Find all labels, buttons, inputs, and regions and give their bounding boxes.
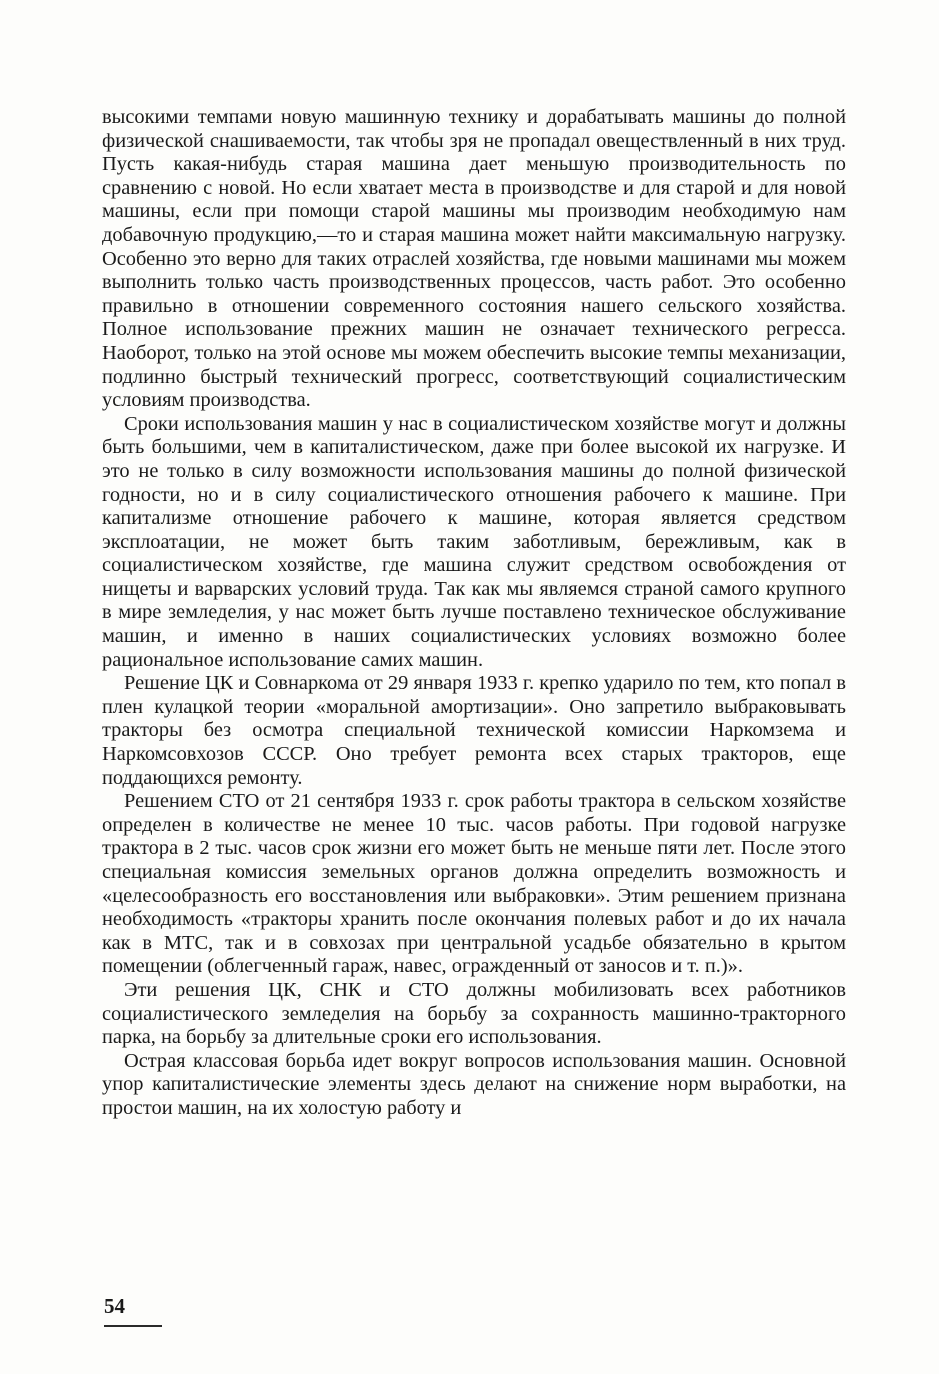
paragraph: Острая классовая борьба идет вокруг вопросов использования машин. Основной упор капиталистические элементы здесь делают на снижение норм выработки, на простои машин, на их холостую работу и — [102, 1049, 846, 1119]
page-footer — [104, 1294, 164, 1327]
page-number: 54 — [104, 1294, 125, 1318]
paragraph: Решением СТО от 21 сентября 1933 г. срок работы трактора в сельском хозяйстве определен в количестве не менее 10 тыс. часов работы. При годовой нагрузке трактора в 2 тыс. часов срок жизни его может быть не меньше пяти лет. После этого специальная комиссия земельных органов должна определить возможность и «целесообразность его восстановления или выбраковки». Этим решением признана необходимость «тракторы хранить после окончания полевых работ и до их начала как в МТС, так и в совхозах при центральной усадьбе обязательно в крытом помещении (облегченный гараж, навес, огражденный от заносов и т. п.)». — [102, 790, 846, 978]
footer-rule — [104, 1325, 162, 1327]
paragraph: Эти решения ЦК, СНК и СТО должны мобилизовать всех работников социалистического земледелия на борьбу за сохранность машинно-тракторного парка, на борьбу за длительные сроки его использования. — [102, 978, 846, 1049]
paragraph: Решение ЦК и Совнаркома от 29 января 1933 г. крепко ударило по тем, кто попал в плен кулацкой теории «моральной амортизации». Оно запретило выбраковывать тракторы без осмотра специальной технической комиссии Наркомзема и Наркомсовхозов СССР. Оно требует ремонта всех старых тракторов, еще поддающихся ремонту. — [102, 672, 846, 789]
paragraph: Сроки использования машин у нас в социалистическом хозяйстве могут и должны быть большими, чем в капиталистическом, даже при более высокой их нагрузке. И это не только в силу возможности использования машины до полной физической годности, но и в силу социалистического отношения рабочего к машине. При капитализме отношение рабочего к машине, которая является средством эксплоатации, не может быть таким заботливым, бережливым, как в социалистическом хозяйстве, где машина служит средством освобождения от нищеты и варварских условий труда. Так как мы являемся страной самого крупного в мире земледелия, у нас может быть лучше поставлено техническое обслуживание машин, и именно в наших социалистических условиях возможно более рациональное использование самих машин. — [102, 412, 846, 671]
body-text — [102, 106, 846, 1121]
paragraph-continuation: высокими темпами новую машинную технику и дорабатывать машины до полной физической снашиваемости, так чтобы зря не пропадал овеществленный в них труд. Пусть какая-нибудь старая машина дает меньшую производительность по сравнению с новой. Но если хватает места в производстве и для старой и для новой машины, если при помощи старой машины мы производим необходимую нам добавочную продукцию,—то и старая машина может найти максимальную нагрузку. Особенно это верно для таких отраслей хозяйства, где новыми машинами мы можем выполнить только часть производственных процессов, часть работ. Это особенно правильно в отношении современного состояния нашего сельского хозяйства. Полное использование прежних машин не означает технического регресса. Наоборот, только на этой основе мы можем обеспечить высокие темпы механизации, подлинно быстрый технический прогресс, соответствующий социалистическим условиям производства. — [102, 106, 846, 412]
